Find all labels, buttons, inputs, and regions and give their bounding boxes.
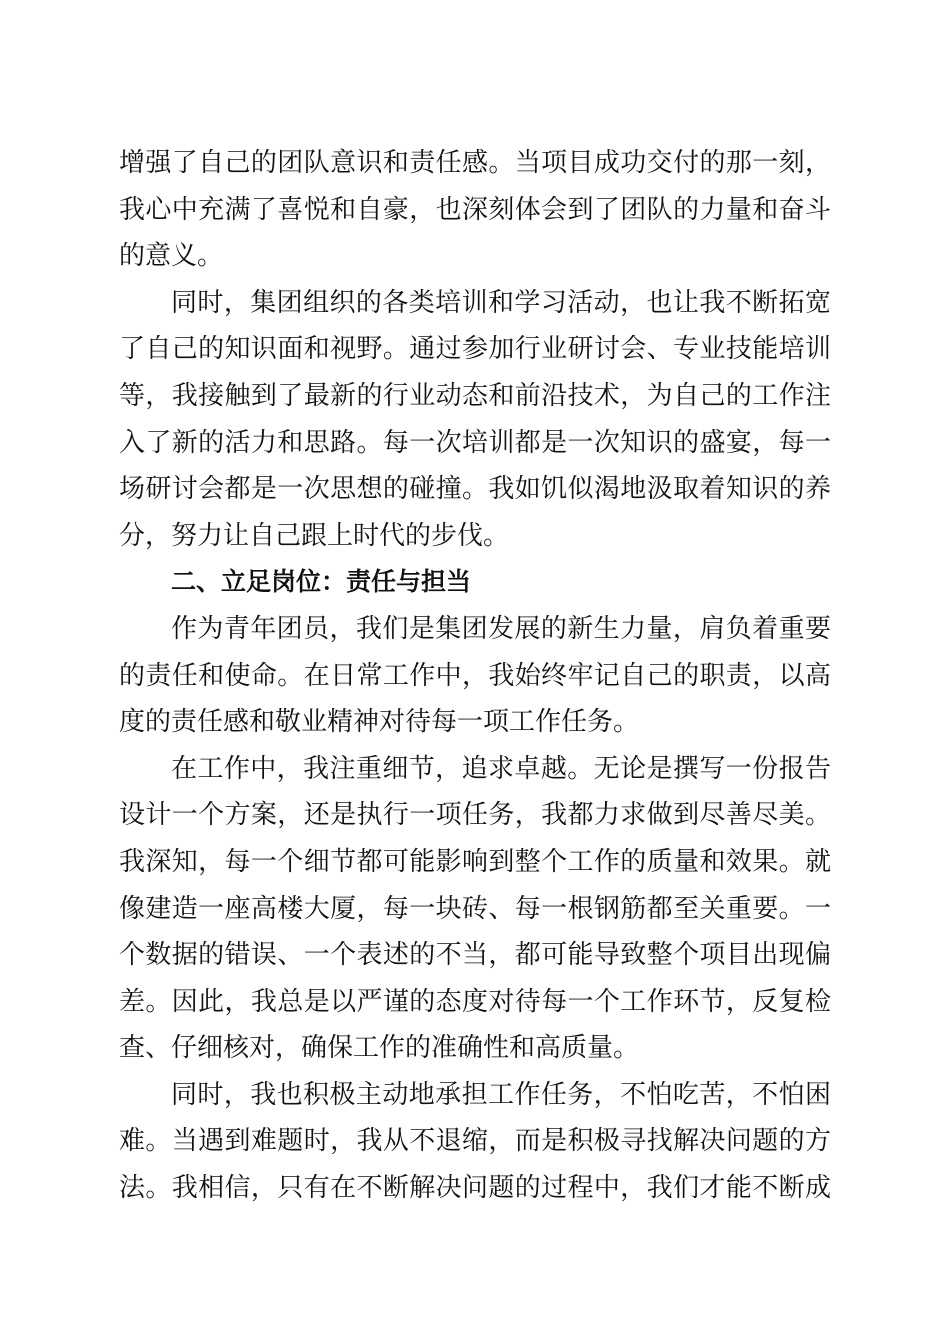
text-line: 的意义。: [119, 241, 224, 272]
text-line: 个数据的错误、一个表述的不当，都可能导致整个项目出现偏: [119, 940, 831, 971]
text-line: 在工作中，我注重细节，追求卓越。无论是撰写一份报告: [171, 753, 831, 784]
text-line: 我深知，每一个细节都可能影响到整个工作的质量和效果。就: [119, 846, 831, 877]
text-line: 等，我接触到了最新的行业动态和前沿技术，为自己的工作注: [119, 380, 831, 411]
paragraph: [119, 746, 831, 1072]
text-line: 法。我相信，只有在不断解决问题的过程中，我们才能不断成: [119, 1173, 831, 1204]
text-line: 分，努力让自己跟上时代的步伐。: [119, 520, 510, 551]
paragraph: [119, 1072, 831, 1212]
text-line: 场研讨会都是一次思想的碰撞。我如饥似渴地汲取着知识的养: [119, 474, 831, 505]
text-line: 难。当遇到难题时，我从不退缩，而是积极寻找解决问题的方: [119, 1126, 831, 1157]
text-line: 了自己的知识面和视野。通过参加行业研讨会、专业技能培训: [119, 334, 831, 365]
text-line: 设计一个方案，还是执行一项任务，我都力求做到尽善尽美。: [119, 800, 831, 831]
text-line: 增强了自己的团队意识和责任感。当项目成功交付的那一刻，: [119, 148, 831, 178]
text-line: 同时，集团组织的各类培训和学习活动，也让我不断拓宽: [171, 287, 831, 318]
section-heading: 二、立足岗位：责任与担当: [171, 567, 472, 597]
text-line: 的责任和使命。在日常工作中，我始终牢记自己的职责，以高: [119, 660, 831, 691]
text-line: 差。因此，我总是以严谨的态度对待每一个工作环节，反复检: [119, 986, 831, 1017]
paragraph: [119, 140, 831, 280]
text-line: 查、仔细核对，确保工作的准确性和高质量。: [119, 1033, 640, 1064]
document-body: [119, 140, 831, 1212]
paragraph: [119, 606, 831, 746]
text-line: 度的责任感和敬业精神对待每一项工作任务。: [119, 707, 640, 738]
paragraph: [119, 280, 831, 560]
text-line: 入了新的活力和思路。每一次培训都是一次知识的盛宴，每一: [119, 427, 831, 458]
text-line: 同时，我也积极主动地承担工作任务，不怕吃苦，不怕困: [171, 1079, 831, 1110]
text-line: 我心中充满了喜悦和自豪，也深刻体会到了团队的力量和奋斗: [119, 194, 831, 225]
text-line: 作为青年团员，我们是集团发展的新生力量，肩负着重要: [171, 613, 831, 644]
text-line: 像建造一座高楼大厦，每一块砖、每一根钢筋都至关重要。一: [119, 893, 831, 924]
